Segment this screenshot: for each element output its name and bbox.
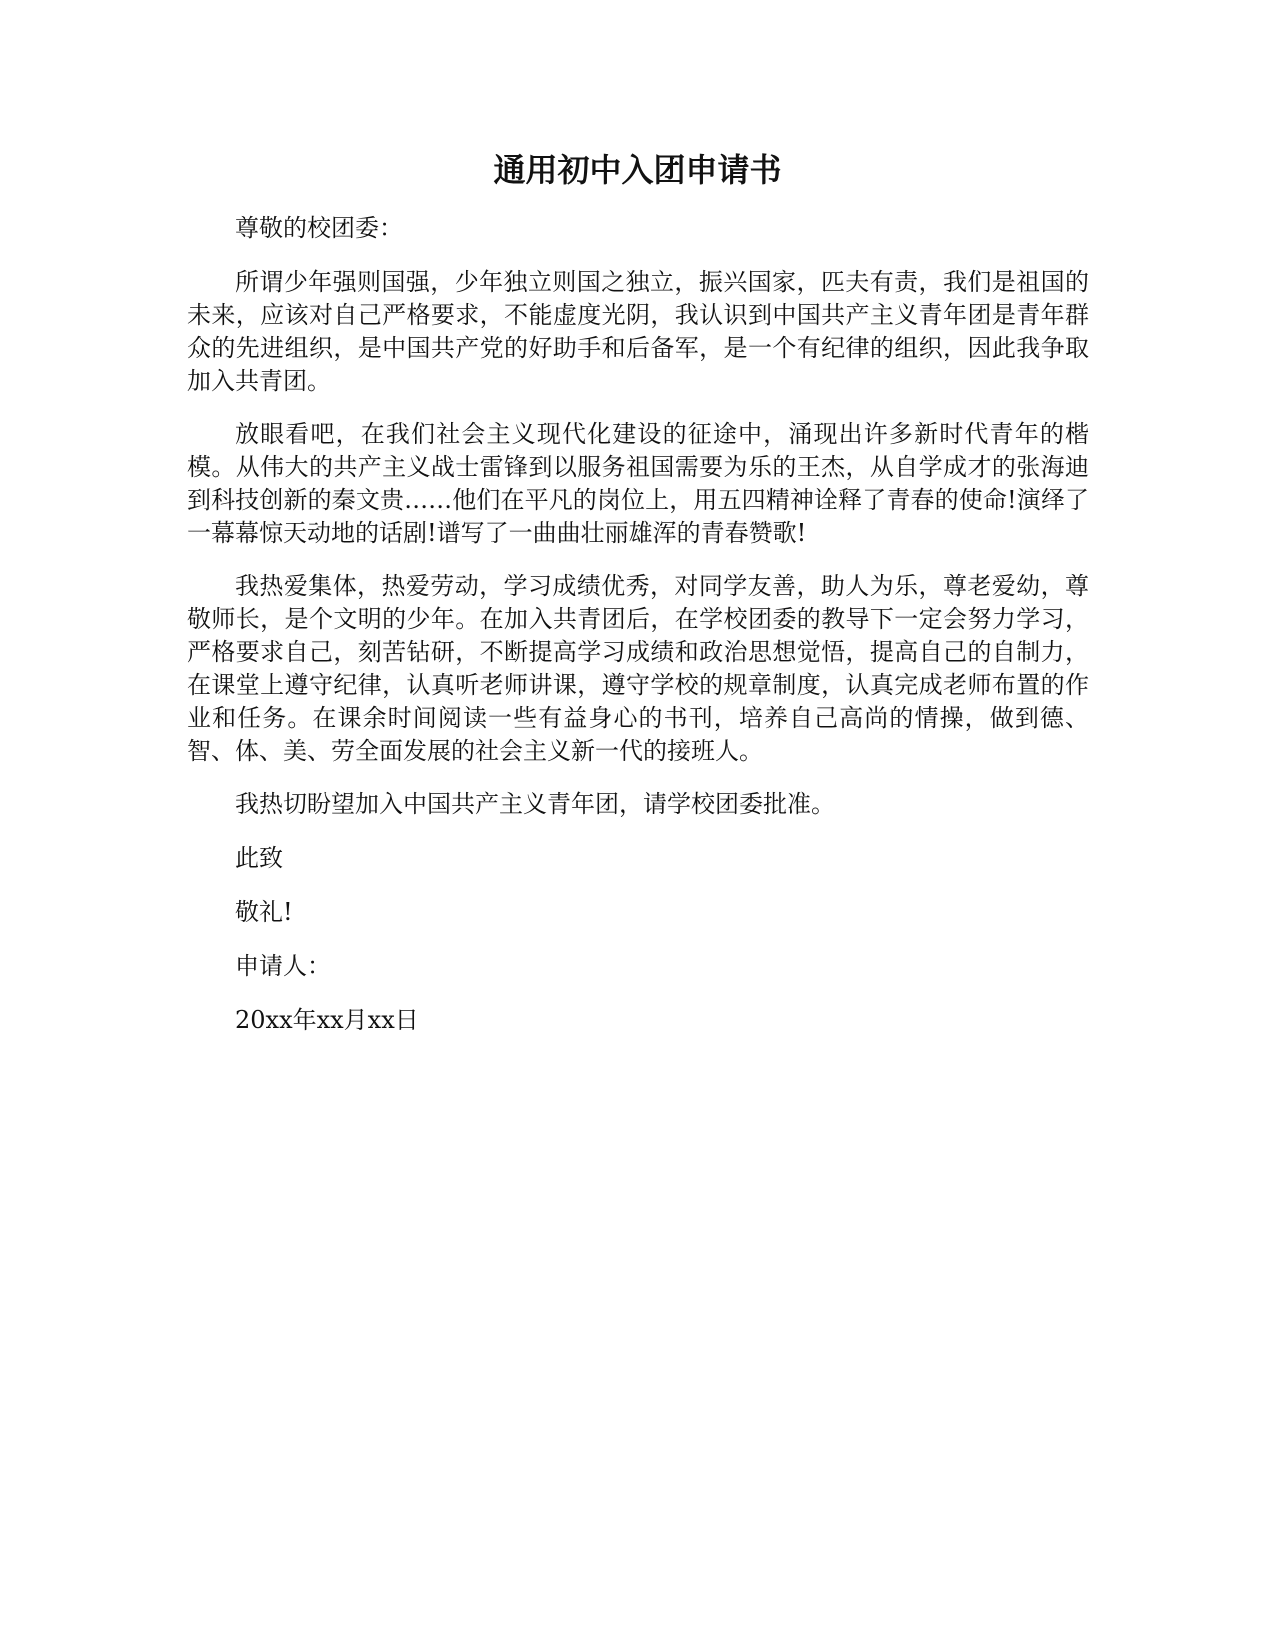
- paragraph-3: 我热爱集体，热爱劳动，学习成绩优秀，对同学友善，助人为乐，尊老爱幼，尊敬师长，是个文明的少年。在加入共青团后，在学校团委的教导下一定会努力学习，严格要求自己，刻苦钻研，不断提高学习成绩和政治思想觉悟，提高自己的自制力，在课堂上遵守纪律，认真听老师讲课，遵守学校的规章制度，认真完成老师布置的作业和任务。在课余时间阅读一些有益身心的书刊，培养自己高尚的情操，做到德、智、体、美、劳全面发展的社会主义新一代的接班人。: [187, 572, 1089, 765]
- salutation: 尊敬的校团委：: [235, 214, 403, 242]
- paragraph-1: 所谓少年强则国强，少年独立则国之独立，振兴国家，匹夫有责，我们是祖国的未来，应该对自己严格要求，不能虚度光阴，我认识到中国共产主义青年团是青年群众的先进组织，是中国共产党的好助手和后备军，是一个有纪律的组织，因此我争取加入共青团。: [187, 268, 1089, 395]
- date-line: 20xx年xx月xx日: [235, 1006, 419, 1034]
- paragraph-2: 放眼看吧，在我们社会主义现代化建设的征途中，涌现出许多新时代青年的楷模。从伟大的共产主义战士雷锋到以服务祖国需要为乐的王杰，从自学成才的张海迪到科技创新的秦文贵……他们在平凡的岗位上，用五四精神诠释了青春的使命!演绎了一幕幕惊天动地的话剧!谱写了一曲曲壮丽雄浑的青春赞歌!: [187, 420, 1089, 547]
- closing-line-2: 敬礼!: [235, 898, 293, 926]
- paragraph-4: 我热切盼望加入中国共产主义青年团，请学校团委批准。: [235, 790, 835, 818]
- applicant-line: 申请人：: [235, 952, 331, 980]
- closing-line-1: 此致: [235, 844, 283, 872]
- document-body: [187, 212, 1089, 1058]
- document-title: 通用初中入团申请书: [493, 151, 782, 189]
